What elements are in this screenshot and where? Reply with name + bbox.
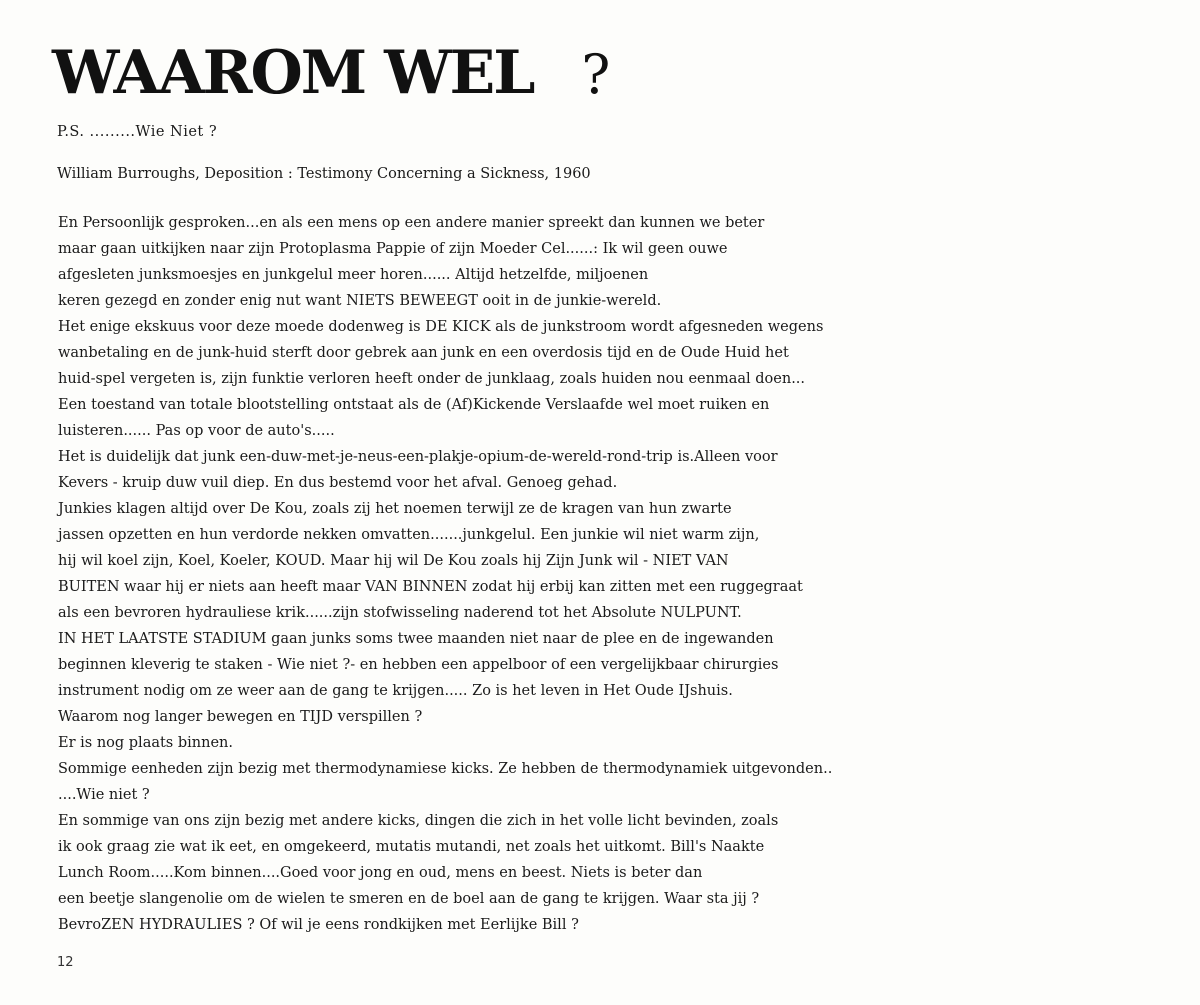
- body-line: Kevers - kruip duw vuil diep. En dus bestemd voor het afval. Genoeg gehad.: [58, 475, 618, 491]
- body-line: luisteren...... Pas op voor de auto's.....: [58, 423, 335, 439]
- body-line: BUITEN waar hij er niets aan heeft maar VAN BINNEN zodat hij erbij kan zitten met een ruggegraat: [58, 579, 803, 595]
- body-line: BevroZEN HYDRAULIES ? Of wil je eens rondkijken met Eerlijke Bill ?: [58, 917, 579, 933]
- body-line: instrument nodig om ze weer aan de gang te krijgen..... Zo is het leven in Het Oude IJshuis.: [58, 683, 733, 699]
- body-line: hij wil koel zijn, Koel, Koeler, KOUD. Maar hij wil De Kou zoals hij Zijn Junk wil - NIET VAN: [58, 553, 729, 569]
- page-number: 12: [57, 955, 74, 970]
- body-line: jassen opzetten en hun verdorde nekken omvatten.......junkgelul. Een junkie wil niet warm zijn,: [58, 527, 760, 543]
- body-line: Een toestand van totale blootstelling ontstaat als de (Af)Kickende Verslaafde wel moet ruiken en: [58, 397, 770, 413]
- body-line: Het enige ekskuus voor deze moede dodenweg is DE KICK als de junkstroom wordt afgesneden wegens: [58, 319, 824, 335]
- body-line: ....Wie niet ?: [58, 787, 150, 803]
- body-line: En sommige van ons zijn bezig met andere kicks, dingen die zich in het volle licht bevinden, zoals: [58, 813, 779, 829]
- body-text: [58, 210, 908, 938]
- body-line: wanbetaling en de junk-huid sterft door gebrek aan junk en een overdosis tijd en de Oude Huid het: [58, 345, 789, 361]
- body-line: maar gaan uitkijken naar zijn Protoplasma Pappie of zijn Moeder Cel......: Ik wil geen ouwe: [58, 241, 728, 257]
- title-text: WAAROM WEL: [52, 38, 534, 108]
- body-line: Sommige eenheden zijn bezig met thermodynamiese kicks. Ze hebben de thermodynamiek uitgevonden..: [58, 761, 833, 777]
- body-line: IN HET LAATSTE STADIUM gaan junks soms twee maanden niet naar de plee en de ingewanden: [58, 631, 774, 647]
- body-line: Waarom nog langer bewegen en TIJD verspillen ?: [58, 709, 423, 725]
- body-line: keren gezegd en zonder enig nut want NIETS BEWEEGT ooit in de junkie-wereld.: [58, 293, 662, 309]
- body-line: huid-spel vergeten is, zijn funktie verloren heeft onder de junklaag, zoals huiden nou eenmaal doen...: [58, 371, 806, 387]
- body-line: ik ook graag zie wat ik eet, en omgekeerd, mutatis mutandi, net zoals het uitkomt. Bill's Naakte: [58, 839, 765, 855]
- page-title: [52, 38, 610, 110]
- source-citation: William Burroughs, Deposition : Testimony Concerning a Sickness, 1960: [57, 166, 591, 182]
- body-line: En Persoonlijk gesproken...en als een mens op een andere manier spreekt dan kunnen we beter: [58, 215, 765, 231]
- title-question-mark: ?: [581, 43, 611, 106]
- body-line: Het is duidelijk dat junk een-duw-met-je-neus-een-plakje-opium-de-wereld-rond-trip is.Alleen voor: [58, 449, 778, 465]
- body-line: Lunch Room.....Kom binnen....Goed voor jong en oud, mens en beest. Niets is beter dan: [58, 865, 703, 881]
- body-line: een beetje slangenolie om de wielen te smeren en de boel aan de gang te krijgen. Waar sta jij ?: [58, 891, 760, 907]
- postscript-line: P.S. .........Wie Niet ?: [57, 124, 218, 140]
- body-line: Er is nog plaats binnen.: [58, 735, 233, 751]
- body-line: als een bevroren hydrauliese krik......zijn stofwisseling naderend tot het Absolute NULPUNT.: [58, 605, 742, 621]
- body-line: Junkies klagen altijd over De Kou, zoals zij het noemen terwijl ze de kragen van hun zwarte: [58, 501, 732, 517]
- body-line: beginnen kleverig te staken - Wie niet ?- en hebben een appelboor of een vergelijkbaar chirurgies: [58, 657, 779, 673]
- body-line: afgesleten junksmoesjes en junkgelul meer horen...... Altijd hetzelfde, miljoenen: [58, 267, 649, 283]
